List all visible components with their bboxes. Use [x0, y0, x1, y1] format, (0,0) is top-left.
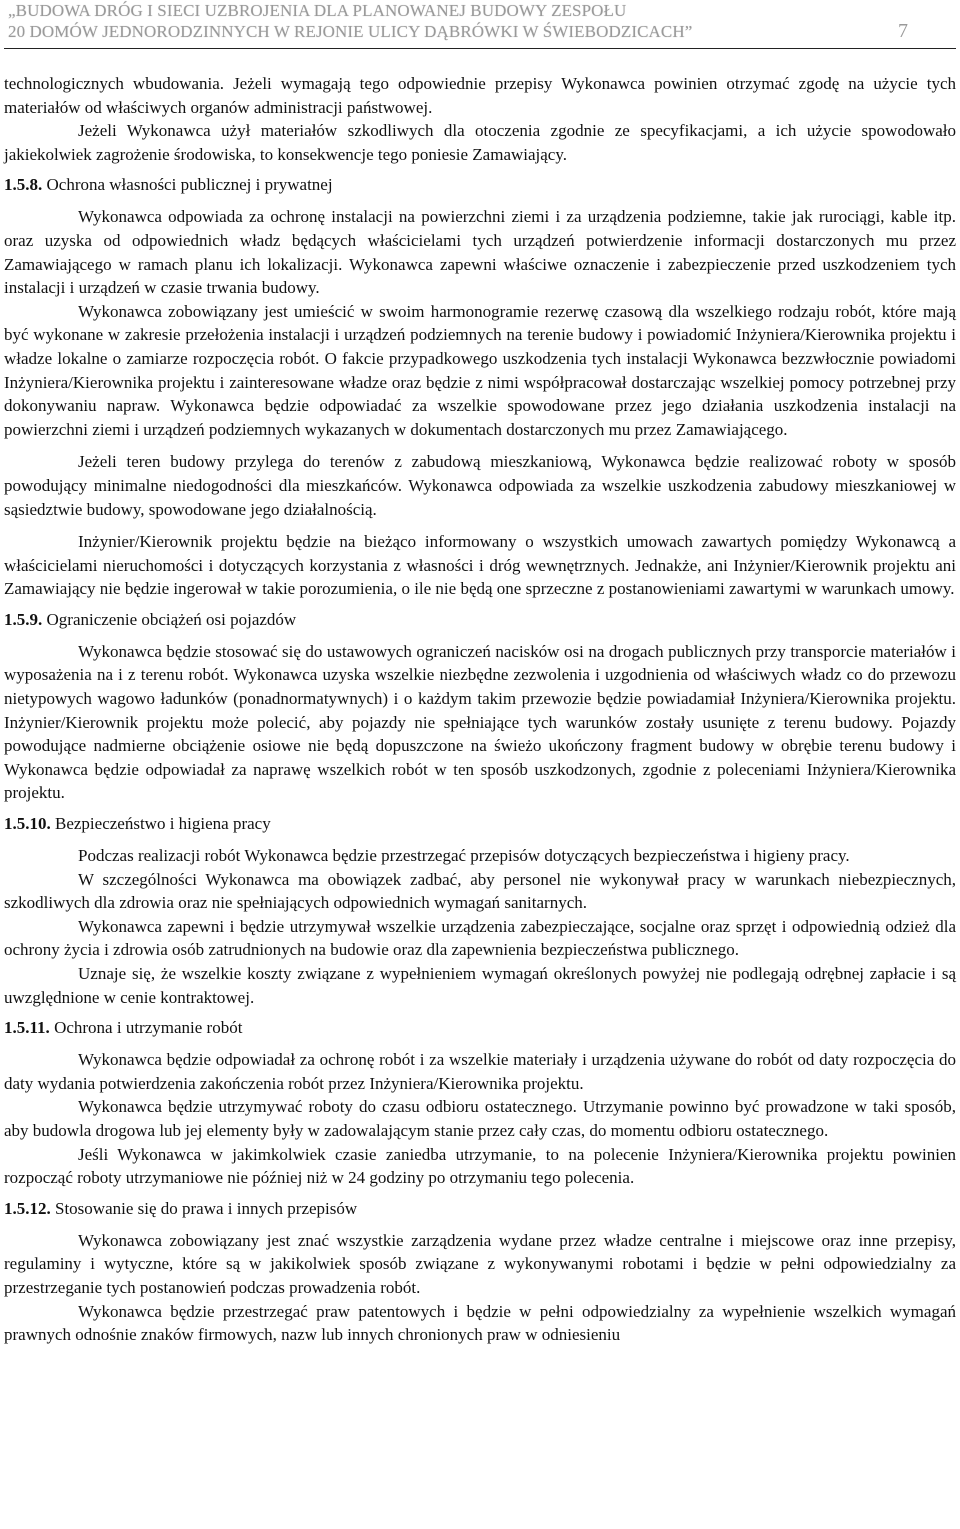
paragraph: Wykonawca będzie odpowiadał za ochronę robót i za wszelkie materiały i urządzenia używane do robót od daty rozpoczęcia do daty wydania potwierdzenia zakończenia robót przez Inżyniera/Kierownika projektu. — [4, 1050, 956, 1093]
document-body — [4, 72, 956, 1347]
section-number: 1.5.11. — [4, 1018, 50, 1038]
paragraph: Wykonawca zobowiązany jest umieścić w swoim harmonogramie rezerwę czasową dla wszelkiego rodzaju robót, które mają być wykonane w zakresie przełożenia instalacji i urządzeń podziemnych na terenie budowy i powiadomić Inżyniera/Kierownika projektu i władze lokalne o zamiarze rozpoczęcia robót. O fakcie przypadkowego uszkodzenia tych instalacji Wykonawca bezzwłocznie powiadomi Inżyniera/Kierownika projektu i zainteresowane władze oraz będzie z nimi współpracował dostarczając wszelkiej pomocy potrzebnej przy dokonywaniu napraw. Wykonawca będzie odpowiadać za wszelkie spowodowane przez jego działania uszkodzenia instalacji na powierzchni ziemi i urządzeń podziemnych wykazanych w dokumentach dostarczonych mu przez Zamawiającego. — [4, 301, 956, 439]
paragraph: Wykonawca odpowiada za ochronę instalacji na powierzchni ziemi i za urządzenia podziemne, takie jak rurociągi, kable itp. oraz uzyska od odpowiednich władz będących właścicielami tych urządzeń potwierdzenie informacji dostarczonych mu przez Zamawiającego w ramach planu ich lokalizacji. Wykonawca zapewni właściwe oznaczenie i zabezpieczenie przed uszkodzeniem tych instalacji i urządzeń w czasie trwania budowy. — [4, 207, 956, 298]
paragraph: Inżynier/Kierownik projektu będzie na bieżąco informowany o wszystkich umowach zawartych pomiędzy Wykonawcą a właścicielami nieruchomości i dotyczących korzystania z własności i dróg wewnętrznych. Jednakże, ani Inżynier/Kierownik projektu ani Zamawiający nie będzie ingerował w takie porozumienia, o ile nie będą one sprzeczne z postanowieniami zawartymi w warunkach umowy. — [4, 532, 956, 599]
header-title-line-1: „BUDOWA DRÓG I SIECI UZBROJENIA DLA PLANOWANEJ BUDOWY ZESPOŁU — [8, 1, 627, 20]
paragraph: Wykonawca będzie utrzymywać roboty do czasu odbioru ostatecznego. Utrzymanie powinno być prowadzone w taki sposób, aby budowla drogowa lub jej elementy były w zadowalającym stanie przez cały czas, do momentu odbioru ostatecznego. — [4, 1097, 956, 1140]
paragraph: Jeżeli Wykonawca użył materiałów szkodliwych dla otoczenia zgodnie ze specyfikacjami, a ich użycie spowodowało jakiekolwiek zagrożenie środowiska, to konsekwencje tego poniesie Zamawiający. — [4, 121, 956, 164]
paragraph: Wykonawca zapewni i będzie utrzymywał wszelkie urządzenia zabezpieczające, socjalne oraz sprzęt i odpowiednią odzież dla ochrony życia i zdrowia osób zatrudnionych na budowie oraz dla zapewnienia bezpieczeństwa publicznego. — [4, 916, 956, 960]
section-heading-1-5-10 — [4, 813, 956, 835]
paragraph: Uznaje się, że wszelkie koszty związane z wypełnieniem wymagań określonych powyżej nie podlegają odrębnej zapłacie i są uwzględnione w cenie kontraktowej. — [4, 964, 956, 1007]
page-header — [4, 0, 956, 49]
section-title: Ograniczenie obciążeń osi pojazdów — [42, 609, 297, 629]
section-title: Bezpieczeństwo i higiena pracy — [50, 814, 271, 834]
section-heading-1-5-9 — [4, 609, 956, 631]
paragraph: technologicznych wbudowania. Jeżeli wymagają tego odpowiednie przepisy Wykonawca powinien otrzymać zgodę na użycie tych materiałów od właściwych organów administracji państwowej. — [4, 74, 956, 117]
section-number: 1.5.12. — [4, 1198, 51, 1218]
section-heading-1-5-8 — [4, 174, 956, 196]
section-title: Ochrona i utrzymanie robót — [49, 1018, 243, 1038]
section-number: 1.5.10. — [4, 814, 51, 834]
paragraph: Jeżeli teren budowy przylega do terenów z zabudową mieszkaniową, Wykonawca będzie realizować roboty w sposób powodujący minimalne niedogodności dla mieszkańców. Wykonawca odpowiada za wszelkie uszkodzenia zabudowy mieszkaniowej w sąsiedztwie budowy, spowodowane jego działalnością. — [4, 452, 956, 519]
paragraph: Wykonawca będzie stosować się do ustawowych ograniczeń nacisków osi na drogach publicznych przy transporcie materiałów i wyposażenia na i z terenu robót. Wykonawca uzyska wszelkie niezbędne zezwolenia i uzgodnienia od właściwych władz co do przewozu nietypowych wagowo ładunków (ponadnormatywnych) i o każdym takim przewozie będzie powiadamiał Inżyniera/Kierownika projektu. Inżynier/Kierownik projektu może polecić, aby pojazdy nie spełniające tych warunków zostały usunięte z terenu budowy. Pojazdy powodujące nadmierne obciążenie osiowe nie będą dopuszczone na świeżo ukończony fragment budowy w obrębie terenu budowy i Wykonawca będzie odpowiadał za naprawę wszelkich robót w ten sposób uszkodzonych, zgodnie z poleceniami Inżyniera/Kierownika projektu. — [4, 641, 956, 803]
paragraph: W szczególności Wykonawca ma obowiązek zadbać, aby personel nie wykonywał pracy w warunkach niebezpiecznych, szkodliwych dla zdrowia oraz nie spełniających odpowiednich wymagań sanitarnych. — [4, 869, 956, 913]
page-number: 7 — [898, 20, 908, 42]
paragraph: Podczas realizacji robót Wykonawca będzie przestrzegać przepisów dotyczących bezpieczeństwa i higieny pracy. — [78, 846, 850, 866]
header-title-line-2: 20 DOMÓW JEDNORODZINNYCH W REJONIE ULICY DĄBRÓWKI W ŚWIEBODZICACH” — [8, 22, 693, 41]
section-title: Stosowanie się do prawa i innych przepisów — [50, 1198, 358, 1218]
paragraph: Jeśli Wykonawca w jakimkolwiek czasie zaniedba utrzymanie, to na polecenie Inżyniera/Kierownika projektu powinien rozpocząć roboty utrzymaniowe nie później niż w 24 godziny po otrzymaniu tego polecenia. — [4, 1144, 956, 1188]
section-heading-1-5-12 — [4, 1198, 956, 1220]
section-title: Ochrona własności publicznej i prywatnej — [42, 175, 333, 195]
paragraph: Wykonawca będzie przestrzegać praw patentowych i będzie w pełni odpowiedzialny za wypełnienie wszelkich wymagań prawnych odnośnie znaków firmowych, nazw lub innych chronionych praw w odniesieniu — [4, 1301, 956, 1345]
section-number: 1.5.9. — [4, 609, 43, 629]
section-heading-1-5-11 — [4, 1017, 956, 1039]
section-number: 1.5.8. — [4, 175, 43, 195]
paragraph: Wykonawca zobowiązany jest znać wszystkie zarządzenia wydane przez władze centralne i miejscowe oraz inne przepisy, regulaminy i wytyczne, które są w jakikolwiek sposób związane z wykonywanymi robotami i będzie w pełni odpowiedzialny za przestrzeganie tych postanowień podczas prowadzenia robót. — [4, 1230, 956, 1297]
